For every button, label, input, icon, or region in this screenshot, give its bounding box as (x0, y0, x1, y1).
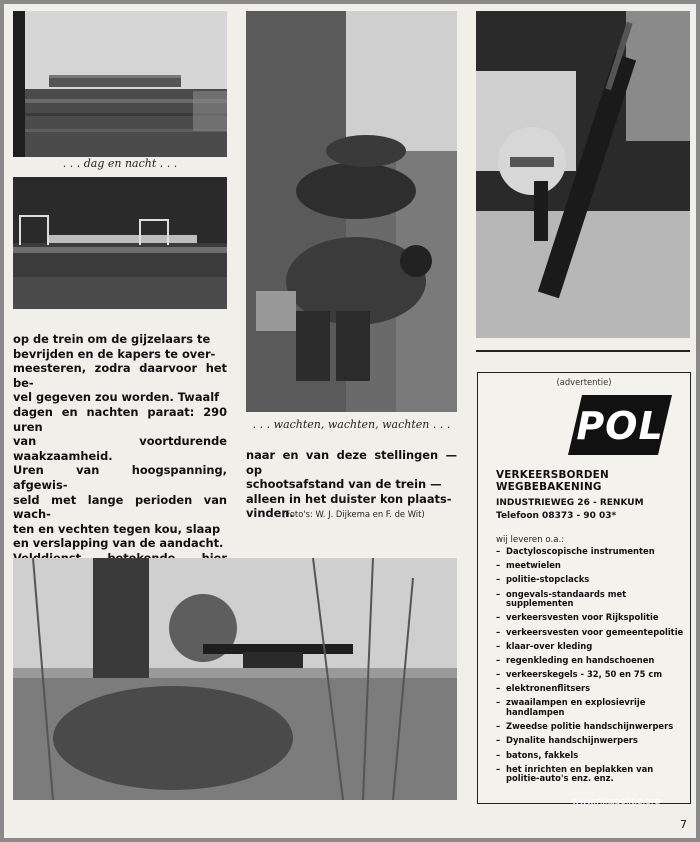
product-list (496, 547, 686, 789)
product-item: – klaar-over kleding (496, 642, 686, 652)
product-item: – batons, fakkels (496, 751, 686, 761)
advertisement-heading-2: WEGBEBAKENING (496, 481, 602, 493)
pol-logo (568, 395, 672, 455)
product-item: – verkeersvesten voor gemeentepolitie (496, 628, 686, 638)
advertisement-intro: wij leveren o.a.: (496, 535, 565, 545)
website-watermark: www.rijkspolitie.org (572, 797, 661, 807)
divider-rule (476, 350, 690, 352)
photo-soldiers-waiting (246, 11, 457, 412)
product-item: – regenkleding en handschoenen (496, 656, 686, 666)
product-item: – verkeersvesten voor Rijkspolitie (496, 613, 686, 623)
photo-train-night (13, 177, 227, 309)
article-line: naar en van deze stellingen — op (246, 448, 457, 477)
advertisement-phone: Telefoon 08373 - 90 03* (496, 511, 617, 521)
pol-logo-text: POL (576, 404, 664, 448)
photo-soldier-sniper (13, 558, 457, 800)
product-item: – Zweedse politie handschijnwerpers (496, 722, 686, 732)
article-line: seld met lange perioden van wach- (13, 492, 227, 522)
caption-day-and-night: . . . dag en nacht . . . (62, 157, 178, 170)
article-line: alleen in het duister kon plaats- (246, 491, 452, 506)
article-line: en verslapping van de aandacht. (13, 536, 224, 551)
product-item: – zwaailampen en explosievrije handlampen (496, 698, 686, 717)
article-line: vinden. (246, 506, 294, 521)
magazine-page (4, 4, 696, 838)
photo-train-field (13, 11, 227, 157)
advertisement-heading-1: VERKEERSBORDEN (496, 469, 609, 481)
article-line: ten en vechten tegen kou, slaap (13, 521, 221, 536)
article-line: dagen en nachten paraat: 290 uren (13, 404, 227, 434)
article-line: op de trein om de gijzelaars te (13, 332, 211, 346)
article-line: vel gegeven zou worden. Twaalf (13, 390, 220, 405)
article-line: Uren van hoogspanning, afgewis- (13, 463, 227, 492)
product-item: – elektronenflitsers (496, 684, 686, 694)
product-item: – Dynalite handschijnwerpers (496, 736, 686, 746)
product-item: – meetwielen (496, 561, 686, 571)
article-line: meesteren, zodra daarvoor het be- (13, 361, 227, 390)
photo-officer-rifle (476, 11, 690, 338)
caption-waiting: . . . wachten, wachten, wachten . . . (252, 418, 451, 431)
article-line: van voortdurende waakzaamheid. (13, 434, 227, 463)
advertisement (477, 372, 691, 804)
product-item: – Dactyloscopische instrumenten (496, 547, 686, 557)
product-item: – ongevals-standaards met supplementen (496, 590, 686, 609)
product-item: – verkeerskegels - 32, 50 en 75 cm (496, 670, 686, 680)
article-line: schootsafstand van de trein — (246, 477, 442, 492)
page-number: 7 (680, 818, 687, 831)
photo-credit: (Foto's: W. J. Dijkema en F. de Wit) (282, 509, 425, 519)
advertisement-address: INDUSTRIEWEG 26 - RENKUM (496, 498, 644, 508)
advertisement-tag: (advertentie) (556, 377, 612, 387)
article-line: bevrijden en de kapers te over- (13, 346, 216, 361)
product-item: – politie-stopclacks (496, 575, 686, 585)
product-item: – het inrichten en beplakken van politie-auto's enz. enz. (496, 765, 686, 784)
